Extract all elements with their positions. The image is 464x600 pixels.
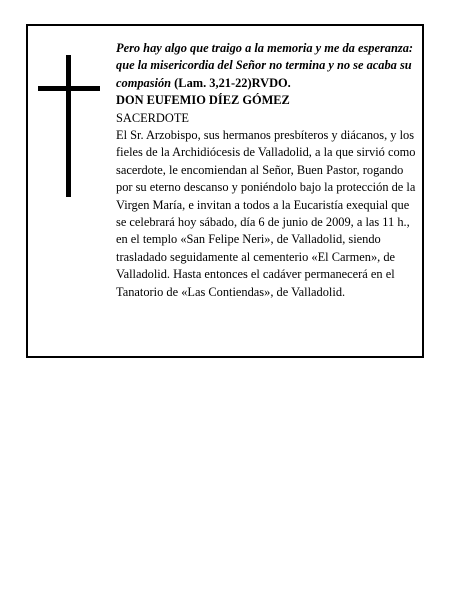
epigraph-citation: (Lam. 3,21-22)RVDO. <box>171 75 291 90</box>
cross-vertical-bar <box>66 55 71 197</box>
announcement-body: El Sr. Arzobispo, sus hermanos presbíteros y diácanos, y los fieles de la Archidiócesis de Valladolid, a la que sirvió como sacerdote, le encomiendan al Señor, Buen Pastor, rogando por su eterno descanso y poniéndolo bajo la protección de la Virgen María, e invitan a todos a la Eucaristía exequial que se celebrará hoy sábado, día 6 de junio de 2009, a las 11 h., en el templo «San Felipe Neri», de Valladolid, siendo trasladado seguidamente al cementerio «El Carmen», de Valladolid. Hasta entonces el cadáver permanecerá en el Tanatorio de «Las Contiendas», de Valladolid. <box>116 128 416 299</box>
cross-horizontal-bar <box>38 86 100 91</box>
deceased-role: SACERDOTE <box>116 110 189 125</box>
epigraph <box>116 40 420 92</box>
cross-icon <box>38 55 100 197</box>
deceased-name: DON EUFEMIO DÍEZ GÓMEZ <box>116 93 290 108</box>
obituary-notice <box>26 24 424 358</box>
notice-text <box>116 40 420 301</box>
epigraph-quote: Pero hay algo que traigo a la memoria y me da esperanza: que la misericordia del Señor no termina y no se acaba su compasión <box>116 41 414 90</box>
